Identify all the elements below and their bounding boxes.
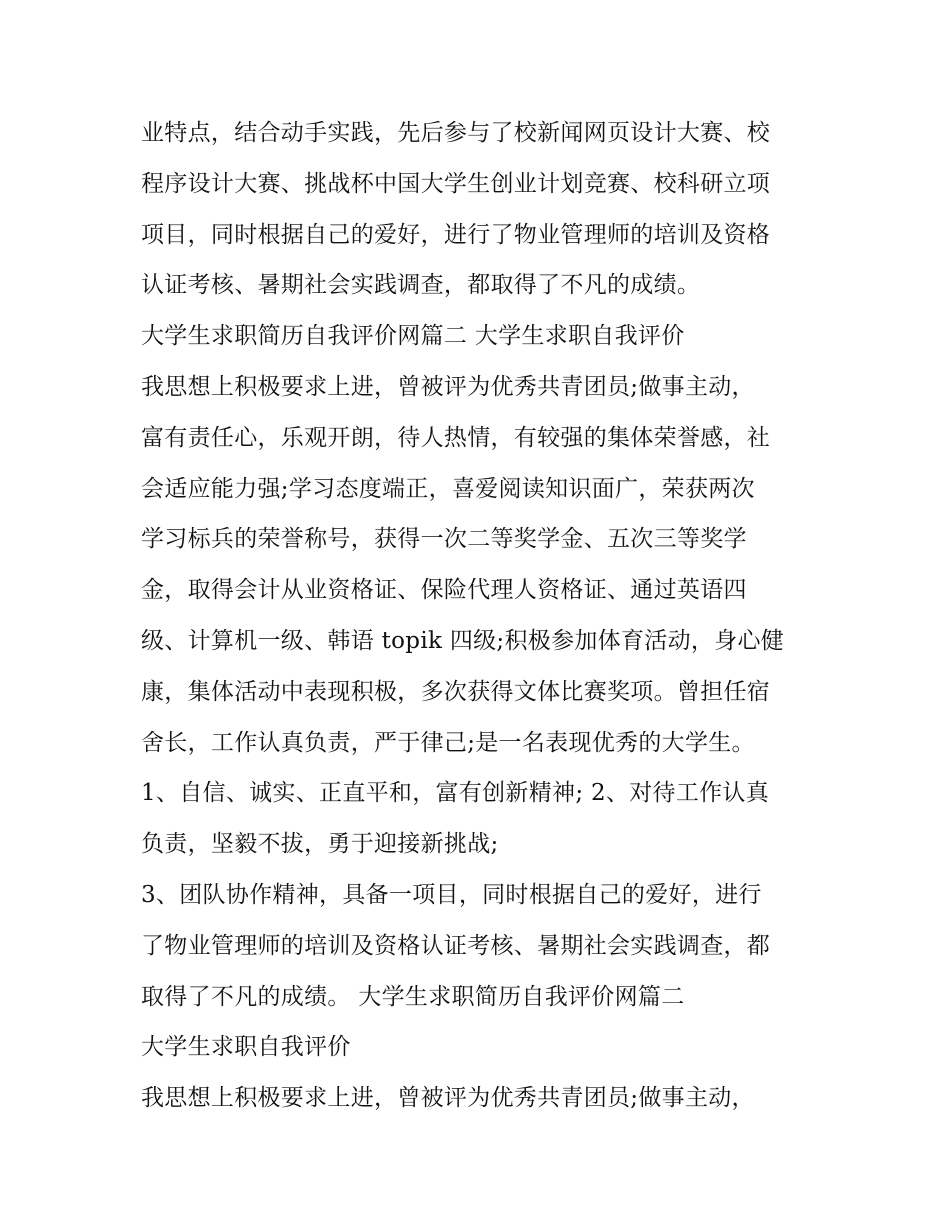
document-body bbox=[141, 108, 831, 1124]
text-line: 学习标兵的荣誉称号，获得一次二等奖学金、五次三等奖学 bbox=[141, 526, 747, 553]
text-line: 我思想上积极要求上进，曾被评为优秀共青团员;做事主动， bbox=[141, 1085, 755, 1112]
section-heading-line: 大学生求职自我评价 bbox=[141, 1034, 351, 1061]
text-line: 舍长，工作认真负责，严于律己;是一名表现优秀的大学生。 bbox=[141, 729, 755, 756]
text-line: 康，集体活动中表现积极，多次获得文体比赛奖项。曾担任宿 bbox=[141, 678, 771, 705]
text-line: 级、计算机一级、韩语 topik 四级;积极参加体育活动，身心健 bbox=[141, 627, 785, 654]
list-item-line: 负责，坚毅不拔，勇于迎接新挑战; bbox=[141, 831, 499, 858]
text-line: 取得了不凡的成绩。 大学生求职简历自我评价网篇二 bbox=[141, 983, 685, 1010]
text-line: 程序设计大赛、挑战杯中国大学生创业计划竞赛、校科研立项 bbox=[141, 170, 771, 197]
text-line: 了物业管理师的培训及资格认证考核、暑期社会实践调查，都 bbox=[141, 932, 771, 959]
section-heading-line: 大学生求职简历自我评价网篇二 大学生求职自我评价 bbox=[141, 323, 685, 350]
text-line: 会适应能力强;学习态度端正，喜爱阅读知识面广，荣获两次 bbox=[141, 475, 755, 502]
text-line: 项目，同时根据自己的爱好，进行了物业管理师的培训及资格 bbox=[141, 221, 771, 248]
text-line: 我思想上积极要求上进，曾被评为优秀共青团员;做事主动， bbox=[141, 373, 755, 400]
text-line: 富有责任心，乐观开朗，待人热情，有较强的集体荣誉感，社 bbox=[141, 424, 771, 451]
list-item-line: 3、团队协作精神，具备一项目，同时根据自己的爱好，进行 bbox=[141, 881, 762, 908]
text-line: 金，取得会计从业资格证、保险代理人资格证、通过英语四 bbox=[141, 577, 747, 604]
text-line: 业特点，结合动手实践，先后参与了校新闻网页设计大赛、校 bbox=[141, 120, 771, 146]
text-line: 认证考核、暑期社会实践调查，都取得了不凡的成绩。 bbox=[141, 272, 701, 299]
list-item-line: 1、自信、诚实、正直平和，富有创新精神; 2、对待工作认真 bbox=[141, 780, 770, 807]
